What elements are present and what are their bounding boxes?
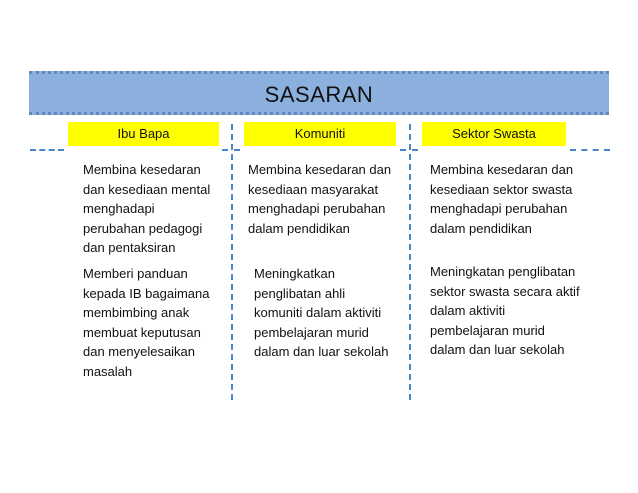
diagram-title: SASARAN — [264, 82, 374, 107]
sektor-swasta-point-2: Meningkatan penglibatan sektor swasta secara aktif dalam aktiviti pembelajaran murid dalam dan luar sekolah — [430, 264, 580, 357]
column-header-komuniti: Komuniti — [244, 122, 396, 146]
ibu-bapa-point-1: Membina kesedaran dan kesediaan mental menghadapi perubahan pedagogi dan pentaksiran — [83, 162, 211, 255]
ibu-bapa-point-2: Memberi panduan kepada IB bagaimana membimbing anak membuat keputusan dan menyelesaikan masalah — [83, 266, 210, 379]
column-divider — [409, 124, 411, 400]
horizontal-divider — [30, 149, 64, 151]
sektor-swasta-point-1: Membina kesedaran dan kesediaan sektor swasta menghadapi perubahan dalam pendidikan — [430, 162, 574, 236]
column-header-sektor-swasta: Sektor Swasta — [422, 122, 566, 146]
komuniti-point-2: Meningkatkan penglibatan ahli komuniti dalam aktiviti pembelajaran murid dalam dan luar sekolah — [254, 266, 389, 359]
column-header-ibu-bapa: Ibu Bapa — [68, 122, 219, 146]
title-banner — [29, 71, 609, 115]
komuniti-point-1: Membina kesedaran dan kesediaan masyarakat menghadapi perubahan dalam pendidikan — [248, 162, 392, 236]
horizontal-divider — [570, 149, 610, 151]
